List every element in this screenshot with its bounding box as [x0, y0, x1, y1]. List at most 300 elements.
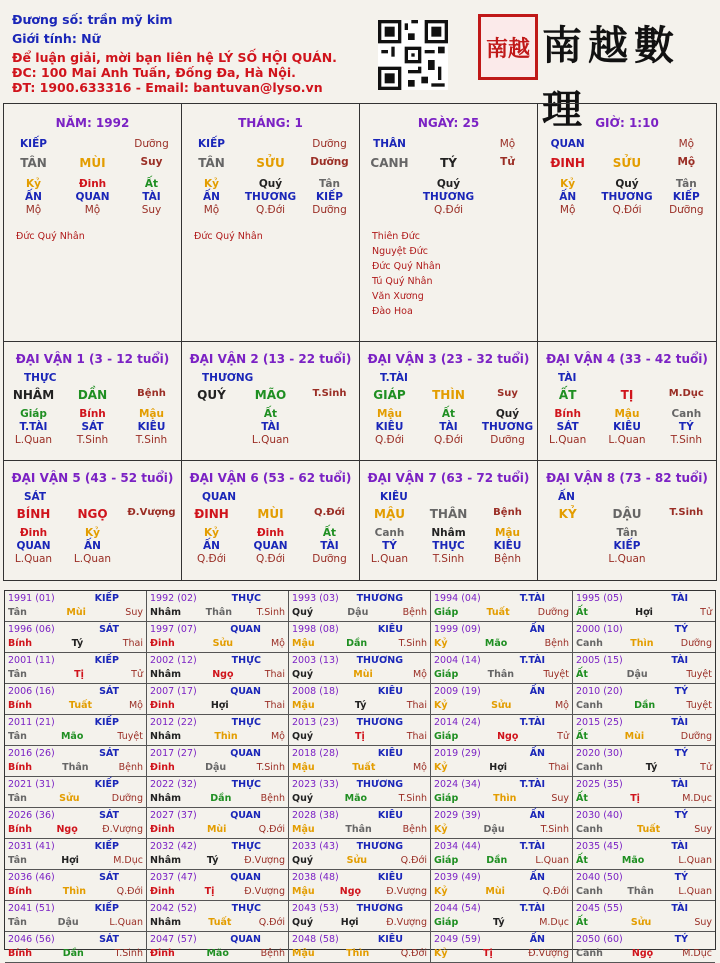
- hidden-god: TÀI: [261, 421, 280, 433]
- year-god: KIÊU: [377, 624, 403, 635]
- hidden-god: TÀI: [320, 540, 339, 552]
- year-stem: Nhâm: [150, 855, 182, 866]
- year-cell[interactable]: [289, 932, 431, 963]
- year-pillar: [576, 761, 712, 775]
- year-branch: Thìn: [630, 638, 654, 649]
- hidden-god: KIÊU: [613, 421, 641, 433]
- year-pillar: [150, 792, 285, 806]
- year-branch: Sửu: [630, 917, 652, 928]
- hidden-stem: Ất: [144, 178, 159, 190]
- year-stage: Tuyệt: [117, 731, 143, 742]
- year-branch: Dần: [210, 793, 232, 804]
- year-stage: Tử: [557, 731, 569, 742]
- pillar-stages: [360, 204, 537, 216]
- year-pillar: [292, 854, 427, 868]
- year-pillar: [292, 699, 427, 713]
- year-stem: Mậu: [292, 762, 315, 773]
- year-label: 2046 (56): [8, 934, 55, 945]
- year-header: [292, 747, 427, 761]
- year-branch: Thìn: [214, 731, 238, 742]
- year-cell[interactable]: [5, 808, 147, 839]
- year-label: 2034 (44): [434, 841, 481, 852]
- year-pillar: [292, 668, 427, 682]
- year-cell[interactable]: [573, 591, 715, 622]
- hidden-stem: Tân: [675, 178, 697, 190]
- year-cell[interactable]: [289, 870, 431, 901]
- life-stage: Đ.Vượng: [127, 507, 176, 518]
- year-stage: Q.Đới: [258, 824, 285, 835]
- year-stem: Quý: [292, 607, 314, 618]
- year-branch: Tuất: [68, 700, 93, 711]
- year-label: 2014 (24): [434, 717, 481, 728]
- year-cell[interactable]: [573, 870, 715, 901]
- pillar-hidden-stems: [360, 178, 537, 190]
- life-stage: T.Sinh: [312, 388, 347, 399]
- life-stage: T.Sinh: [432, 553, 465, 565]
- year-god: TÝ: [674, 686, 688, 697]
- year-cell[interactable]: [147, 622, 289, 653]
- hidden-stem: Kỷ: [204, 178, 219, 190]
- year-pillar: [150, 668, 285, 682]
- year-stage: M.Dục: [682, 948, 712, 959]
- year-cell[interactable]: [431, 808, 573, 839]
- year-cell[interactable]: [573, 746, 715, 777]
- year-branch: Tuất: [208, 917, 232, 928]
- year-cell[interactable]: [5, 715, 147, 746]
- daivan-stages: [4, 434, 181, 446]
- life-stage: Dưỡng: [312, 553, 347, 565]
- year-pillar: [434, 947, 569, 961]
- year-cell[interactable]: [5, 591, 147, 622]
- ten-god-label: KIẾP: [20, 138, 47, 150]
- year-cell[interactable]: [289, 622, 431, 653]
- year-label: 2009 (19): [434, 686, 481, 697]
- year-header: [150, 933, 285, 947]
- daivan-stages: [538, 553, 716, 565]
- year-cell[interactable]: [147, 684, 289, 715]
- year-cell[interactable]: [573, 684, 715, 715]
- year-header: [150, 902, 285, 916]
- year-cell[interactable]: [5, 839, 147, 870]
- hidden-god: KIÊU: [493, 540, 522, 552]
- ten-god-label: [243, 138, 299, 150]
- year-god: QUAN: [230, 872, 261, 883]
- year-cell[interactable]: [289, 901, 431, 932]
- hidden-stem: [362, 178, 418, 190]
- stem-branch: MÃO: [254, 388, 287, 402]
- year-label: 1993 (03): [292, 593, 339, 604]
- year-cell[interactable]: [573, 808, 715, 839]
- year-stem: Bính: [8, 700, 33, 711]
- year-label: 2021 (31): [8, 779, 55, 790]
- daivan-stem-branch: [182, 388, 359, 402]
- stem-branch: TÝ: [440, 156, 457, 170]
- year-label: 2042 (52): [150, 903, 197, 914]
- year-pillar: [8, 792, 143, 806]
- year-cell[interactable]: [289, 684, 431, 715]
- year-cell[interactable]: [431, 901, 573, 932]
- hidden-stem: [540, 527, 596, 539]
- stem-branch: ĐINH: [194, 507, 229, 521]
- year-branch: Dần: [62, 948, 84, 959]
- daivan-stages: [182, 434, 359, 446]
- year-label: 2050 (60): [576, 934, 623, 945]
- pillar-notes: [194, 229, 263, 244]
- year-stem: Kỷ: [434, 762, 448, 773]
- year-label: 2018 (28): [292, 748, 339, 759]
- year-header: [8, 685, 143, 699]
- year-cell[interactable]: [573, 653, 715, 684]
- year-cell[interactable]: [289, 808, 431, 839]
- year-cell[interactable]: [573, 715, 715, 746]
- pillar-stem-branch: [360, 156, 537, 170]
- ten-god-label: [421, 138, 477, 150]
- year-header: [292, 685, 427, 699]
- year-stage: Mộ: [554, 700, 569, 711]
- year-god: TÝ: [674, 872, 688, 883]
- life-stage: L.Quan: [14, 434, 53, 446]
- year-stem: Tân: [8, 855, 27, 866]
- life-stage: Suy: [497, 388, 518, 399]
- year-stage: Tuyệt: [543, 669, 569, 680]
- year-god: TÝ: [674, 810, 688, 821]
- year-stage: T.Sinh: [256, 607, 285, 618]
- year-stage: Q.Đới: [400, 948, 427, 959]
- year-stem: Quý: [292, 731, 314, 742]
- year-god: TÀI: [671, 779, 688, 790]
- year-stage: Đ.Vượng: [386, 917, 427, 928]
- hidden-god: [362, 191, 418, 203]
- ten-god-label: [65, 138, 121, 150]
- year-cell[interactable]: [431, 870, 573, 901]
- year-stage: T.Sinh: [114, 948, 143, 959]
- year-cell[interactable]: [431, 777, 573, 808]
- year-label: 2008 (18): [292, 686, 339, 697]
- daivan-stem-branch: [360, 388, 537, 402]
- year-branch: Mùi: [485, 886, 505, 897]
- daivan-gods: [4, 421, 181, 433]
- year-label: 2025 (35): [576, 779, 623, 790]
- year-branch: Dậu: [57, 917, 79, 928]
- year-stem: Canh: [576, 638, 603, 649]
- year-cell[interactable]: [289, 653, 431, 684]
- year-stem: Kỷ: [434, 824, 448, 835]
- year-god: ẤN: [529, 810, 545, 821]
- year-branch: Dậu: [626, 669, 648, 680]
- year-cell[interactable]: [147, 653, 289, 684]
- life-stage: [540, 553, 596, 565]
- year-header: [150, 592, 285, 606]
- year-stage: Suy: [125, 607, 143, 618]
- year-pillar: [8, 730, 143, 744]
- year-label: 2039 (49): [434, 872, 481, 883]
- year-stem: Canh: [576, 824, 603, 835]
- year-cell[interactable]: [573, 622, 715, 653]
- seal-stamp: 南越: [478, 14, 538, 80]
- year-pillar: [576, 947, 712, 961]
- year-god: T.TÀI: [519, 903, 545, 914]
- hidden-god: TÀI: [142, 191, 161, 203]
- year-pillar: [8, 854, 143, 868]
- life-stage: [124, 553, 180, 565]
- contact-line: Để luận giải, mời bạn liên hệ LÝ SỐ HỘI QUÁN.: [12, 50, 337, 65]
- year-stage: Dưỡng: [680, 638, 712, 649]
- hidden-stem: Ất: [263, 408, 278, 420]
- year-cell[interactable]: [431, 932, 573, 963]
- daivan-title: ĐẠI VẬN 6 (53 - 62 tuổi): [189, 471, 352, 485]
- life-stage: M.Dục: [668, 388, 704, 399]
- year-stem: Kỷ: [434, 638, 448, 649]
- year-cell[interactable]: [147, 901, 289, 932]
- pillar-hidden-gods: [360, 191, 537, 203]
- daivan-stages: [182, 553, 359, 565]
- year-header: [434, 809, 569, 823]
- year-cell[interactable]: [5, 932, 147, 963]
- year-branch: Mão: [484, 638, 508, 649]
- year-header: [150, 747, 285, 761]
- year-cell[interactable]: [431, 622, 573, 653]
- year-stage: L.Quan: [678, 886, 712, 897]
- year-cell[interactable]: [573, 932, 715, 963]
- stem-branch: KỶ: [558, 507, 577, 521]
- year-cell[interactable]: [289, 839, 431, 870]
- daivan-cell: [360, 342, 538, 461]
- year-branch: Tý: [492, 917, 505, 928]
- year-label: 2015 (25): [576, 717, 623, 728]
- year-cell[interactable]: [573, 901, 715, 932]
- year-stage: Mộ: [270, 731, 285, 742]
- hidden-god: SÁT: [81, 421, 104, 433]
- year-cell[interactable]: [431, 839, 573, 870]
- year-pillar: [292, 823, 427, 837]
- year-pillar: [150, 823, 285, 837]
- year-cell[interactable]: [289, 746, 431, 777]
- year-branch: Tị: [74, 669, 84, 680]
- year-pillar: [434, 668, 569, 682]
- year-header: [8, 716, 143, 730]
- daivan-stem-branch: [4, 388, 181, 402]
- year-stage: Đ.Vượng: [102, 824, 143, 835]
- year-cell[interactable]: [431, 684, 573, 715]
- hidden-stem: [658, 527, 714, 539]
- daivan-hidden: [538, 408, 716, 420]
- pillar-hidden-stems: [538, 178, 716, 190]
- year-branch: Dần: [346, 638, 368, 649]
- life-stage: Mộ: [677, 156, 696, 168]
- year-cell[interactable]: [289, 591, 431, 622]
- pillar-stem-branch: [182, 156, 359, 170]
- year-cell[interactable]: [147, 777, 289, 808]
- year-cell[interactable]: [431, 746, 573, 777]
- year-god: THƯƠNG: [356, 903, 403, 914]
- year-branch: Sửu: [491, 700, 512, 711]
- year-pillar: [434, 854, 569, 868]
- year-cell[interactable]: [5, 901, 147, 932]
- year-label: 2044 (54): [434, 903, 481, 914]
- life-stage: [658, 553, 714, 565]
- year-cell[interactable]: [147, 932, 289, 963]
- hidden-god: QUAN: [253, 540, 288, 552]
- year-pillar: [576, 885, 712, 899]
- year-label: 2035 (45): [576, 841, 623, 852]
- year-label: 2031 (41): [8, 841, 55, 852]
- life-stage: Q.Đới: [196, 553, 227, 565]
- hidden-god: TÝ: [382, 540, 397, 552]
- year-cell[interactable]: [431, 591, 573, 622]
- year-pillar: [8, 668, 143, 682]
- year-branch: Ngọ: [497, 731, 519, 742]
- year-pillar: [8, 761, 143, 775]
- year-stage: Tử: [131, 669, 143, 680]
- year-stem: Nhâm: [150, 793, 182, 804]
- year-god: ẤN: [529, 748, 545, 759]
- year-stem: Kỷ: [434, 948, 448, 959]
- year-pillar: [150, 637, 285, 651]
- year-label: 1992 (02): [150, 593, 197, 604]
- year-cell[interactable]: [147, 746, 289, 777]
- year-pillar: [576, 730, 712, 744]
- year-cell[interactable]: [573, 839, 715, 870]
- year-stem: Tân: [8, 607, 27, 618]
- year-pillar: [8, 637, 143, 651]
- year-branch: Dần: [634, 700, 656, 711]
- star-note: Đào Hoa: [372, 306, 413, 317]
- year-god: THỰC: [231, 779, 261, 790]
- hidden-stem: [302, 408, 358, 420]
- year-cell[interactable]: [147, 591, 289, 622]
- year-header: [576, 840, 712, 854]
- year-label: 2041 (51): [8, 903, 55, 914]
- pillar-hidden-gods: [538, 191, 716, 203]
- year-god: SÁT: [99, 872, 119, 883]
- hidden-god: THƯƠNG: [481, 421, 534, 433]
- year-label: 2020 (30): [576, 748, 623, 759]
- year-header: [576, 809, 712, 823]
- ten-god-label: Mộ: [678, 138, 695, 150]
- year-branch: Ngọ: [339, 886, 362, 897]
- year-cell[interactable]: [147, 808, 289, 839]
- year-cell[interactable]: [289, 777, 431, 808]
- year-branch: Sửu: [212, 638, 234, 649]
- phone-email-line[interactable]: ĐT: 1900.633316 - Email: bantuvan@lyso.vn: [12, 80, 323, 95]
- star-note: Thiên Đức: [372, 231, 420, 242]
- year-branch: Dần: [486, 855, 508, 866]
- year-cell[interactable]: [5, 622, 147, 653]
- life-stage: L.Quan: [370, 553, 409, 565]
- life-stage: L.Quan: [608, 434, 646, 446]
- year-header: [434, 902, 569, 916]
- year-label: 2019 (29): [434, 748, 481, 759]
- year-stem: Mậu: [292, 886, 315, 897]
- pillar-ten-gods: [4, 138, 181, 150]
- life-stage: Q.Đới: [433, 434, 464, 446]
- year-god: SÁT: [99, 686, 119, 697]
- year-cell[interactable]: [5, 653, 147, 684]
- year-label: 2017 (27): [150, 748, 197, 759]
- year-branch: Thân: [62, 762, 89, 773]
- year-label: 2032 (42): [150, 841, 197, 852]
- year-stem: Ất: [576, 855, 588, 866]
- year-label: 2036 (46): [8, 872, 55, 883]
- hidden-god: [480, 191, 536, 203]
- year-pillar: [576, 792, 712, 806]
- year-cell[interactable]: [147, 715, 289, 746]
- year-label: 1991 (01): [8, 593, 55, 604]
- year-label: 1995 (05): [576, 593, 623, 604]
- life-stage: Tử: [500, 156, 515, 168]
- hidden-stem: Quý: [436, 178, 461, 190]
- year-stage: Mộ: [128, 700, 143, 711]
- year-pillar: [8, 916, 143, 930]
- hidden-stem: Giáp: [20, 408, 47, 420]
- year-cell[interactable]: [431, 715, 573, 746]
- pillar-hidden-gods: [182, 191, 359, 203]
- year-branch: Ngọ: [631, 948, 654, 959]
- stem-branch: TÂN: [20, 156, 47, 170]
- year-god: THƯƠNG: [356, 841, 403, 852]
- year-stem: Mậu: [292, 638, 315, 649]
- stem-branch: DẦN: [77, 388, 108, 402]
- year-stem: Ất: [576, 607, 588, 618]
- year-label: 2007 (17): [150, 686, 197, 697]
- life-stage: T.Sinh: [670, 434, 703, 446]
- hidden-god: THỰC: [432, 540, 465, 552]
- year-label: 2023 (33): [292, 779, 339, 790]
- year-god: THƯƠNG: [356, 655, 403, 666]
- year-stem: Bính: [8, 948, 33, 959]
- year-pillar: [576, 606, 712, 620]
- year-stem: Tân: [8, 917, 27, 928]
- year-header: [434, 933, 569, 947]
- year-pillar: [292, 730, 427, 744]
- year-cell[interactable]: [147, 839, 289, 870]
- year-label: 2028 (38): [292, 810, 339, 821]
- year-header: [292, 623, 427, 637]
- life-stage: Q.Đới: [612, 204, 642, 216]
- year-cell[interactable]: [431, 653, 573, 684]
- year-god: KIẾP: [94, 903, 119, 914]
- year-stem: Canh: [576, 886, 603, 897]
- year-stage: Bệnh: [118, 762, 143, 773]
- year-cell[interactable]: [573, 777, 715, 808]
- daivan-title: ĐẠI VẬN 4 (33 - 42 tuổi): [546, 352, 708, 366]
- year-cell[interactable]: [147, 870, 289, 901]
- year-stage: L.Quan: [678, 855, 712, 866]
- life-stage: [302, 434, 358, 446]
- daivan-hidden: [360, 408, 537, 420]
- year-god: TÝ: [674, 748, 688, 759]
- year-cell[interactable]: [289, 715, 431, 746]
- year-god: T.TÀI: [519, 841, 545, 852]
- year-god: SÁT: [99, 624, 119, 635]
- star-note: Tú Quý Nhân: [372, 276, 433, 287]
- daivan-stages: [4, 553, 181, 565]
- life-stage: T.Sinh: [76, 434, 109, 446]
- year-cell[interactable]: [5, 684, 147, 715]
- pillar-ten-gods: [182, 138, 359, 150]
- year-cell[interactable]: [5, 870, 147, 901]
- hidden-god: SÁT: [556, 421, 579, 433]
- year-stage: M.Dục: [682, 793, 712, 804]
- year-branch: Mão: [344, 793, 368, 804]
- year-cell[interactable]: [5, 746, 147, 777]
- year-header: [292, 778, 427, 792]
- year-pillar: [434, 885, 569, 899]
- year-header: [576, 902, 712, 916]
- year-stem: Ất: [576, 793, 588, 804]
- year-god: T.TÀI: [519, 717, 545, 728]
- year-cell[interactable]: [5, 777, 147, 808]
